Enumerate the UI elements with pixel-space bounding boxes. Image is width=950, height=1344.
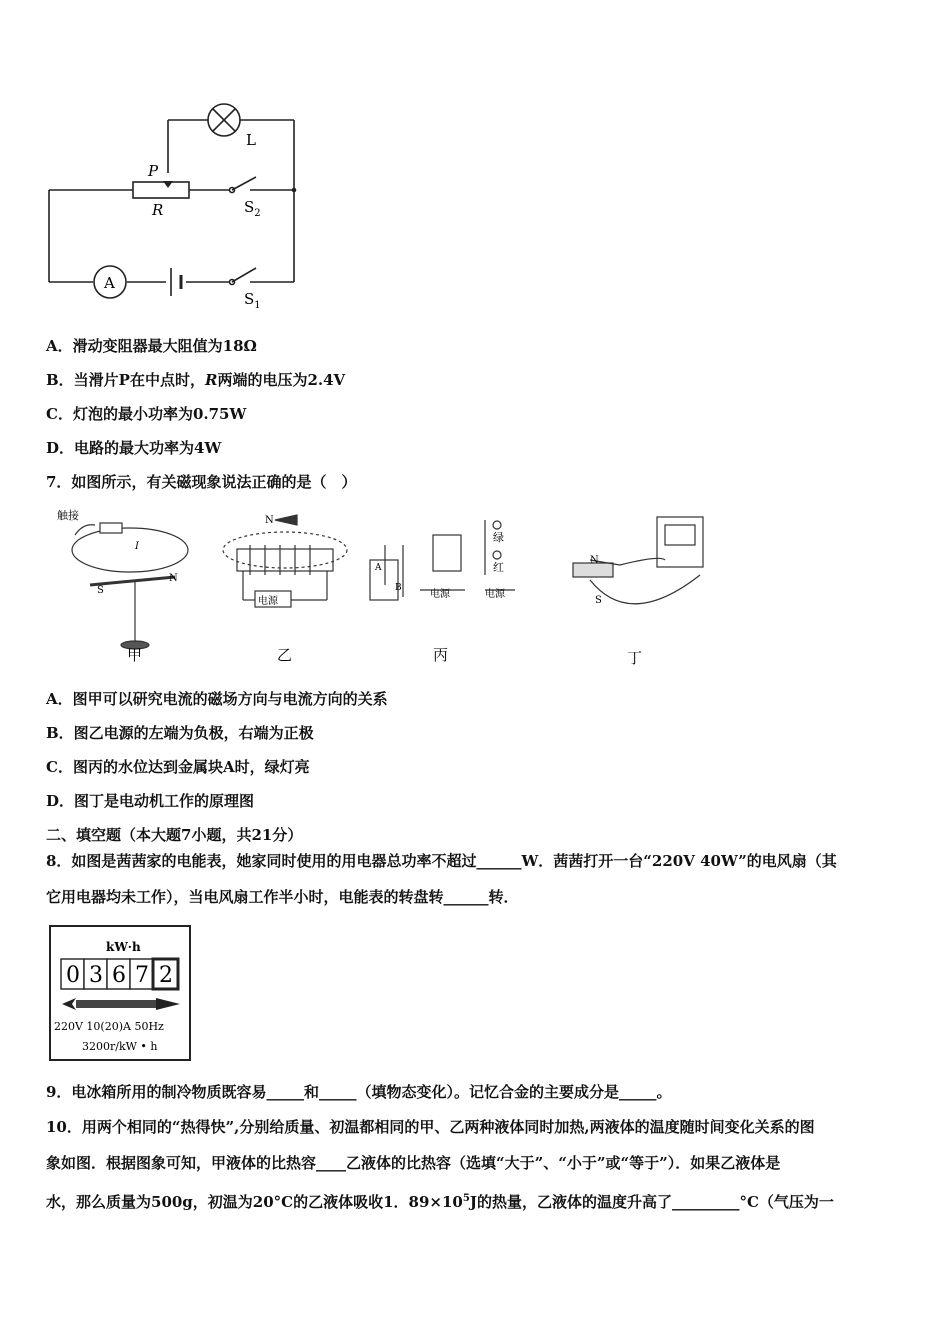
svg-text:A: A: [104, 274, 115, 292]
meter-digit: 3: [89, 963, 103, 988]
switch-s2-label: $S_2$: [244, 198, 261, 219]
q10-line-1: 10．用两个相同的“热得快”,分别给质量、初温都相同的甲、乙两种液体同时加热,两液体的温度随时间变化关系的图: [46, 1118, 815, 1136]
electric-meter: [48, 924, 194, 1064]
q6-option-c: C．灯泡的最小功率为0.75W: [46, 405, 247, 423]
jia-n-label: N: [169, 573, 178, 584]
q7-stem: 7．如图所示，有关磁现象说法正确的是（ ）: [46, 473, 357, 491]
q7-option-b: B．图乙电源的左端为负极，右端为正极: [46, 724, 314, 742]
meter-digit: 6: [112, 963, 126, 988]
jia-s-label: S: [97, 585, 104, 596]
meter-digit: 7: [135, 963, 149, 988]
yi-n-label: N: [265, 515, 274, 526]
ding-s-label: S: [595, 595, 602, 606]
rheostat-symbol: [133, 182, 189, 198]
figure-jia-label: 甲: [127, 646, 143, 664]
q10-line-3: 水，那么质量为500g，初温为20°C的乙液体吸收1．$89\times 10^5J$的热量，乙液体的温度升高了_________°C（气压为一: [46, 1193, 834, 1211]
ding-n-label: N: [590, 555, 599, 566]
q10-line-2: 象如图．根据图象可知，甲液体的比热容____乙液体的比热容（选填“大于”、“小于”或“等于”）．如果乙液体是: [46, 1154, 781, 1172]
figure-yi-label: 乙: [277, 646, 293, 664]
q6-option-d: D．电路的最大功率为4W: [46, 439, 222, 457]
bing-power-1: 电源: [430, 589, 450, 600]
figure-bing-label: 丙: [433, 646, 449, 664]
meter-spec: 220V 10(20)A 50Hz: [54, 1020, 164, 1033]
switch-s1-label: $S_1$: [244, 290, 261, 311]
bing-power-2: 电源: [485, 589, 505, 600]
q8-line-2: 它用电器均未工作），当电风扇工作半小时，电能表的转盘转______转．: [46, 888, 519, 906]
section-heading: 二、填空题（本大题7小题，共21分）: [46, 826, 303, 844]
bing-a-label: A: [375, 563, 382, 573]
figure-jia: [72, 523, 188, 649]
figure-yi: [223, 515, 347, 607]
touch-label: 触接: [57, 509, 79, 522]
slider-label: P: [148, 162, 159, 180]
q9: 9．电冰箱所用的制冷物质既容易_____和_____（填物态变化）。记忆合金的主要成分是_____。: [46, 1083, 672, 1101]
figure-ding-label: 丁: [627, 649, 643, 667]
lamp-symbol: [208, 104, 240, 136]
bing-b-label: B: [395, 583, 402, 593]
yi-power-label: 电源: [258, 596, 278, 607]
meter-digit: 2: [159, 963, 173, 988]
q7-option-d: D．图丁是电动机工作的原理图: [46, 792, 255, 810]
q6-option-a: A．滑动变阻器最大阻值为18Ω: [46, 337, 257, 355]
q6-option-b: B．当滑片P在中点时，R两端的电压为2.4V: [46, 371, 346, 389]
ammeter-symbol: [94, 266, 126, 298]
battery-symbol: [171, 268, 181, 296]
magnetism-figures: [45, 505, 735, 675]
q7-option-a: A．图甲可以研究电流的磁场方向与电流方向的关系: [46, 690, 388, 708]
green-lamp-label: 绿: [493, 531, 504, 544]
q7-option-c: C．图丙的水位达到金属块A时，绿灯亮: [46, 758, 310, 776]
meter-unit: kW·h: [106, 940, 141, 954]
red-lamp-label: 红: [493, 561, 504, 574]
current-label: I: [135, 541, 139, 552]
meter-revolutions: 3200r/kW • h: [82, 1040, 158, 1053]
meter-digit: 0: [66, 963, 80, 988]
rheostat-label: R: [152, 201, 164, 219]
circuit-diagram: [40, 95, 310, 315]
lamp-label: L: [246, 131, 256, 149]
q8-line-1: 8．如图是茜茜家的电能表，她家同时使用的用电器总功率不超过______W．茜茜打开一台“220V 40W”的电风扇（其: [46, 852, 837, 870]
